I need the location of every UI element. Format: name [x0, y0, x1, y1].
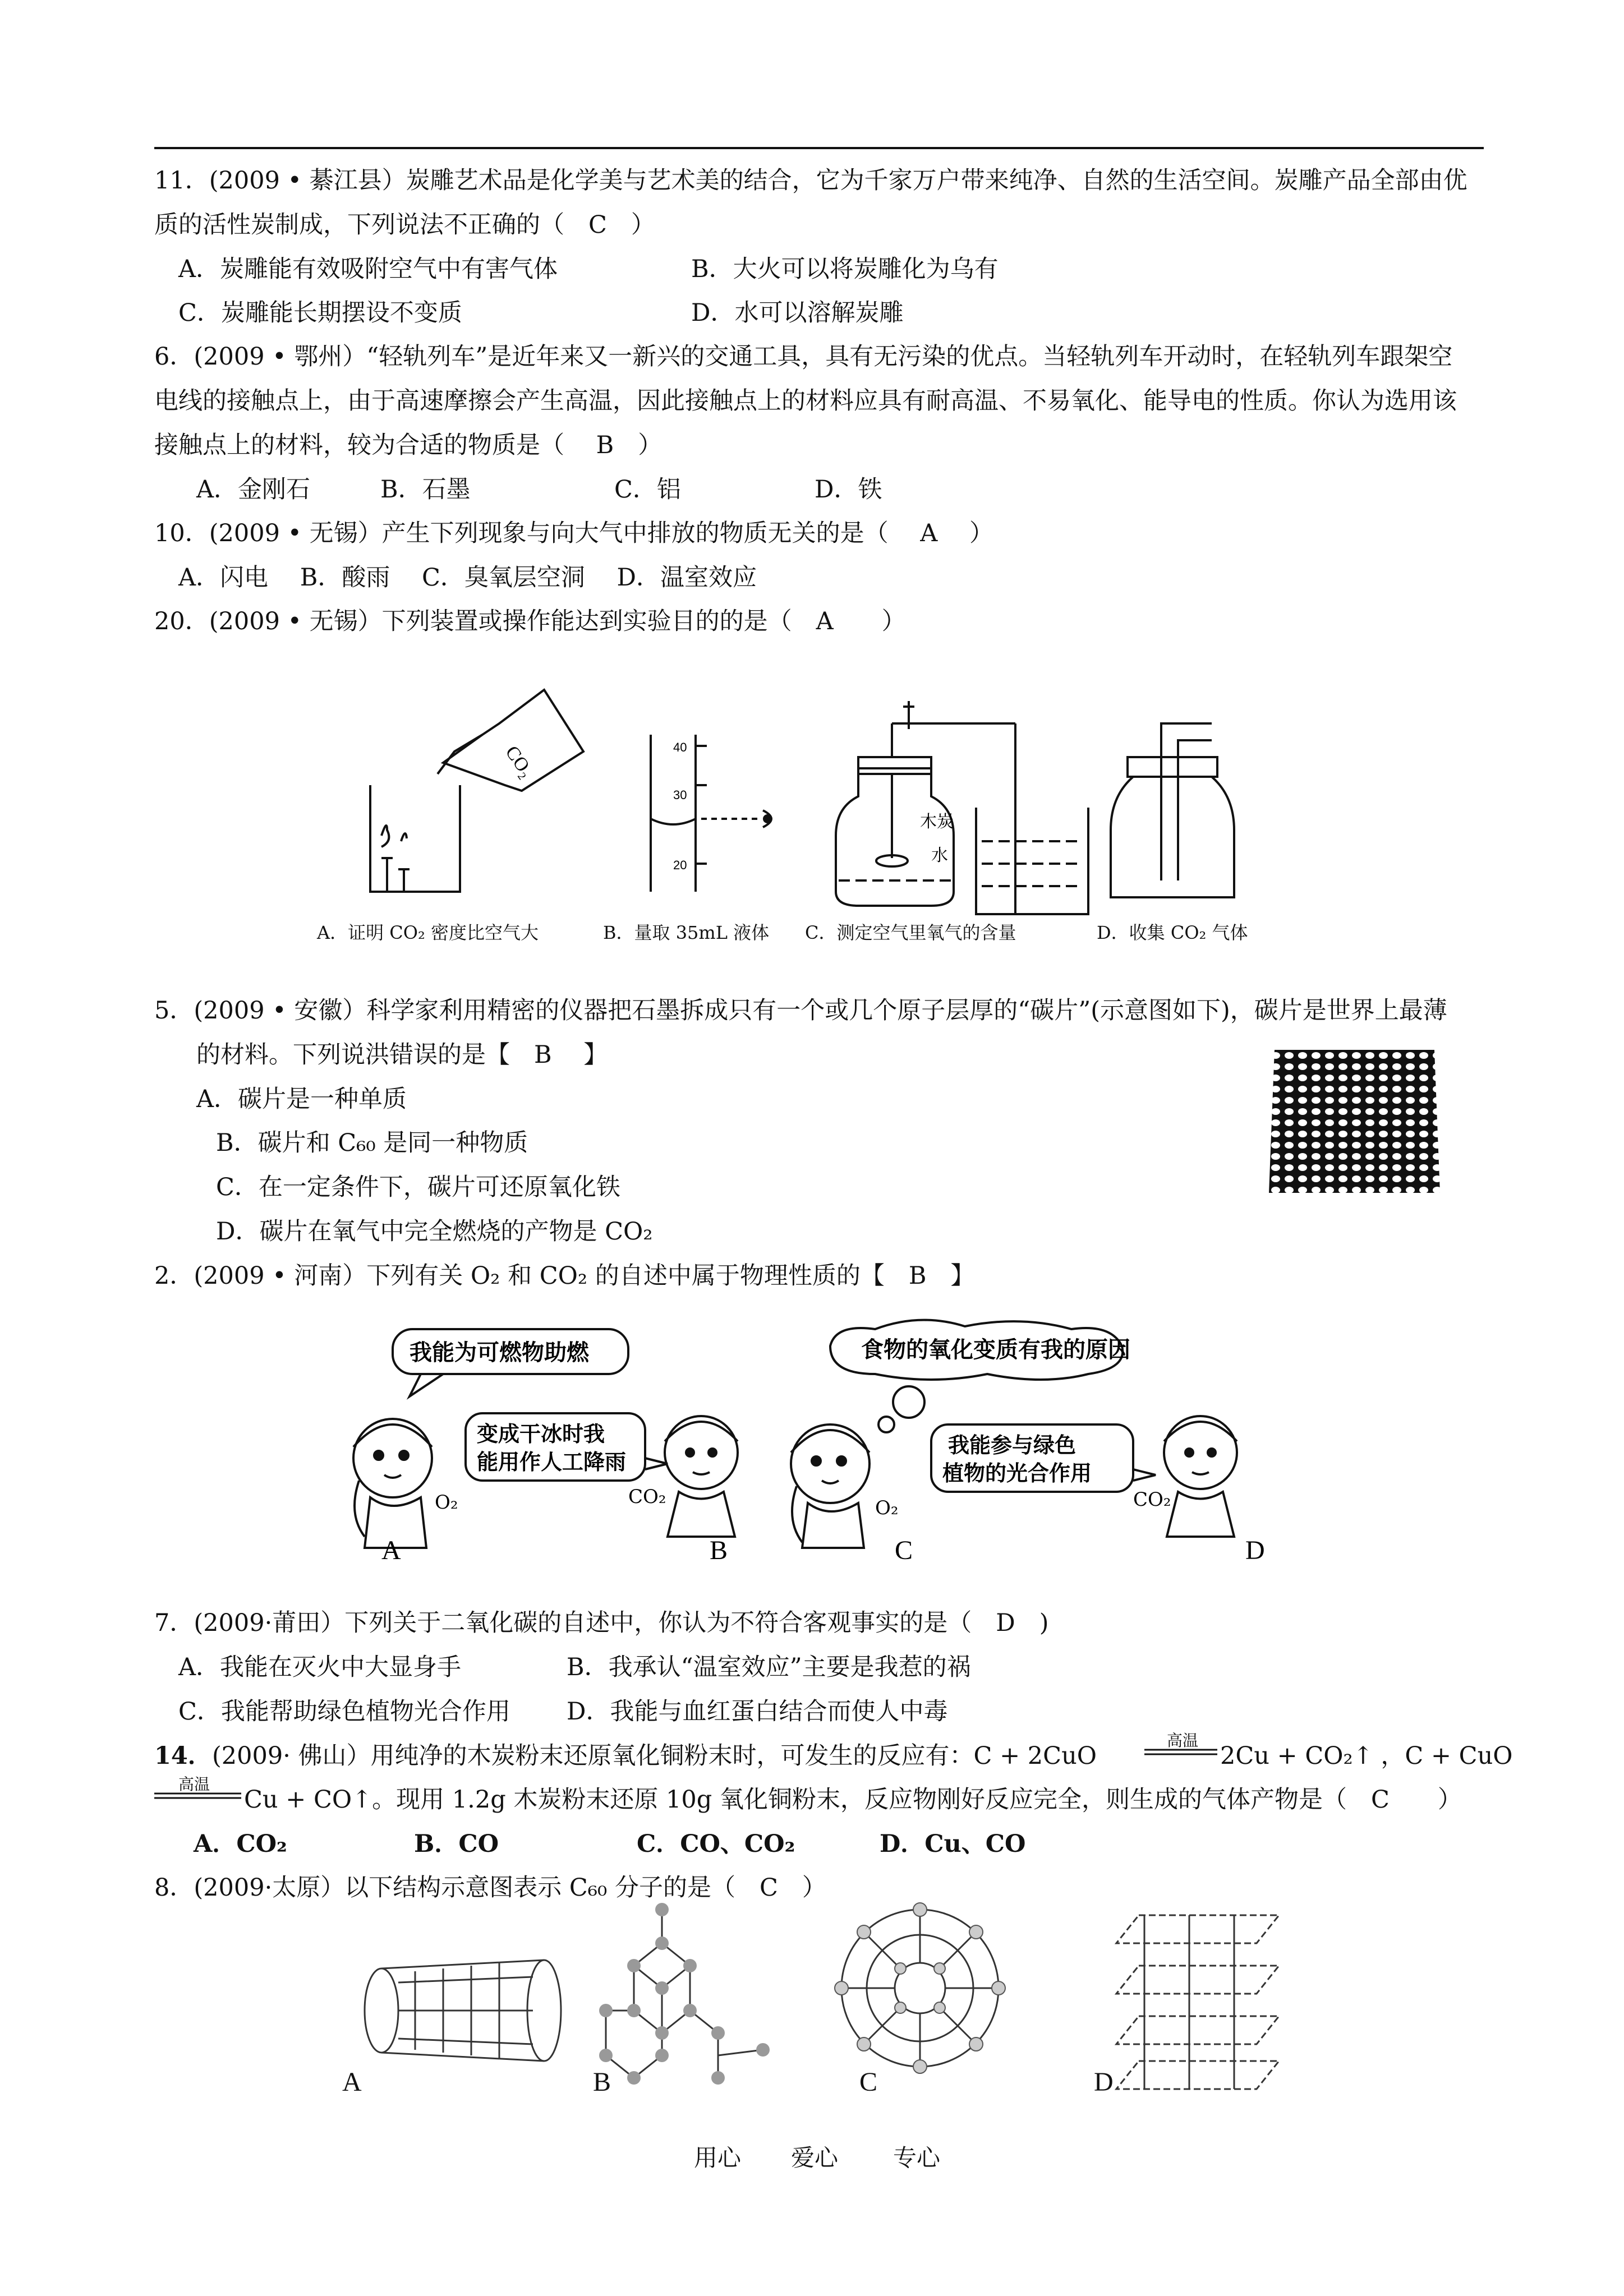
- bubble-a-text: 我能为可燃物助燃: [410, 1339, 589, 1366]
- q5-line1: 5．(2009 • 安徽）科学家利用精密的仪器把石墨拆成只有一个或几个原子层厚的“碳片”(示意图如下)，碳片是世界上最薄: [154, 997, 1447, 1025]
- q8-line1: 8．(2009·太原）以下结构示意图表示 C₆₀ 分子的是（ C ）: [154, 1874, 826, 1902]
- q5-option-c: C．在一定条件下，碳片可还原氧化铁: [216, 1173, 620, 1201]
- q20-line1: 20．(2009 • 无锡）下列装置或操作能达到实验目的的是（ A ）: [154, 607, 906, 635]
- q5-option-a: A．碳片是一种单质: [196, 1085, 407, 1113]
- q11-option-c: C．炭雕能长期摆设不变质: [178, 299, 462, 327]
- co2-label-2: CO₂: [1133, 1488, 1171, 1511]
- q20-caption-d: D．收集 CO₂ 气体: [1097, 922, 1248, 943]
- q20-figure: [314, 690, 1301, 953]
- q14-line2: Cu + CO↑。现用 1.2g 木炭粉末还原 10g 氧化铜粉末，反应物刚好反应完全，则生成的气体产物是（ C ）: [244, 1786, 1462, 1814]
- q5-option-b: B．碳片和 C₆₀ 是同一种物质: [216, 1129, 528, 1157]
- q8-structures-figure: [359, 1898, 1301, 2095]
- q6-line3: 接触点上的材料，较为合适的物质是（ B ）: [154, 431, 663, 459]
- co2-label-1: CO₂: [628, 1486, 666, 1508]
- q7-option-b: B．我承认“温室效应”主要是我惹的祸: [567, 1653, 971, 1681]
- q7-option-a: A．我能在灭火中大显身手: [178, 1653, 462, 1681]
- q10-options: A．闪电 B．酸雨 C．臭氧层空洞 D．温室效应: [178, 564, 757, 592]
- q14-line1b: 2Cu + CO₂↑ ，C + CuO: [1220, 1742, 1513, 1770]
- q11-line2: 质的活性炭制成，下列说法不正确的（ C ）: [154, 211, 655, 239]
- structure-label-a: A: [342, 2067, 362, 2097]
- q7-option-c: C．我能帮助绿色植物光合作用: [178, 1698, 510, 1726]
- q20-caption-a: A．证明 CO₂ 密度比空气大: [317, 922, 539, 943]
- q7-option-d: D．我能与血红蛋白结合而使人中毒: [567, 1698, 948, 1726]
- structure-label-d: D: [1094, 2067, 1114, 2097]
- o2-label-1: O₂: [435, 1491, 458, 1514]
- q14-option-c: C．CO、CO₂: [637, 1830, 795, 1858]
- q2-cartoon-figure: [314, 1312, 1313, 1565]
- q6-line2: 电线的接触点上，由于高速摩擦会产生高温，因此接触点上的材料应具有耐高温、不易氧化、能导电的性质。你认为选用该: [154, 387, 1457, 415]
- q2-line1: 2．(2009 • 河南）下列有关 O₂ 和 CO₂ 的自述中属于物理性质的【 B 】: [154, 1262, 975, 1290]
- footer-text-2: 爱心: [791, 2144, 839, 2171]
- cartoon-label-a: A: [381, 1536, 401, 1565]
- q6-option-a: A．金刚石: [196, 476, 311, 504]
- q20-tick-20: 20: [673, 858, 687, 872]
- bubble-c-text: 食物的氧化变质有我的原因: [861, 1336, 1130, 1363]
- q6-option-c: C．铝: [614, 476, 681, 504]
- q11-option-d: D．水可以溶解炭雕: [691, 299, 904, 327]
- reaction-condition-2: 高温: [178, 1775, 210, 1794]
- reaction-equals-2: [154, 1792, 241, 1799]
- q5-line2: 的材料。下列说洪错误的是【 B 】: [196, 1041, 608, 1069]
- q11-option-b: B．大火可以将炭雕化为乌有: [691, 255, 999, 283]
- q10-line1: 10．(2009 • 无锡）产生下列现象与向大气中排放的物质无关的是（ A ）: [154, 519, 994, 547]
- q20-caption-b: B．量取 35mL 液体: [603, 922, 770, 943]
- q20-bottle-label: CO₂: [501, 742, 537, 781]
- o2-label-2: O₂: [875, 1497, 899, 1519]
- q6-line1: 6．(2009 • 鄂州）“轻轨列车”是近年来又一新兴的交通工具，具有无污染的优点。当轻轨列车开动时，在轻轨列车跟架空: [154, 343, 1453, 371]
- q20-tick-30: 30: [673, 788, 687, 802]
- q20-water-label: 水: [931, 846, 948, 865]
- q20-charcoal-label: 木炭: [920, 812, 954, 832]
- header-rule: [154, 147, 1484, 149]
- cartoon-label-c: C: [895, 1536, 913, 1565]
- q20-caption-c: C．测定空气里氧气的含量: [805, 922, 1016, 943]
- q5-option-d: D．碳片在氧气中完全燃烧的产物是 CO₂: [216, 1218, 653, 1246]
- footer-text-3: 专心: [893, 2144, 941, 2171]
- q14-option-b: B．CO: [414, 1830, 499, 1858]
- q7-line1: 7．(2009·莆田）下列关于二氧化碳的自述中，你认为不符合客观事实的是（ D ): [154, 1609, 1049, 1637]
- cartoon-label-b: B: [710, 1536, 728, 1565]
- q6-option-d: D．铁: [815, 476, 882, 504]
- structure-label-c: C: [859, 2067, 878, 2097]
- bubble-d-text-2: 植物的光合作用: [942, 1460, 1092, 1486]
- bubble-d-text-1: 我能参与绿色: [948, 1432, 1076, 1458]
- structure-label-b: B: [593, 2067, 611, 2097]
- reaction-condition-1: 高温: [1167, 1731, 1199, 1750]
- reaction-equals-1: [1144, 1749, 1217, 1755]
- footer-text-1: 用心: [694, 2144, 742, 2171]
- q14-option-d: D．Cu、CO: [880, 1830, 1026, 1858]
- bubble-b-text-2: 能用作人工降雨: [477, 1449, 627, 1474]
- bubble-b-text-1: 变成干冰时我: [477, 1421, 605, 1446]
- q14-option-a: A．CO₂: [194, 1830, 287, 1858]
- q14-line1a: (2009· 佛山）用纯净的木炭粉末还原氧化铜粉末时，可发生的反应有：C + 2CuO: [212, 1742, 1097, 1770]
- q6-option-b: B．石墨: [380, 476, 471, 504]
- cartoon-label-d: D: [1245, 1536, 1265, 1565]
- graphene-sheet-image: [1269, 1050, 1440, 1193]
- q11-line1: 11．(2009 • 綦江县）炭雕艺术品是化学美与艺术美的结合，它为千家万户带来纯净、自然的生活空间。炭雕产品全部由优: [154, 167, 1467, 195]
- q20-tick-40: 40: [673, 740, 687, 754]
- q14-number: 14．: [154, 1742, 212, 1770]
- q11-option-a: A．炭雕能有效吸附空气中有害气体: [178, 255, 558, 283]
